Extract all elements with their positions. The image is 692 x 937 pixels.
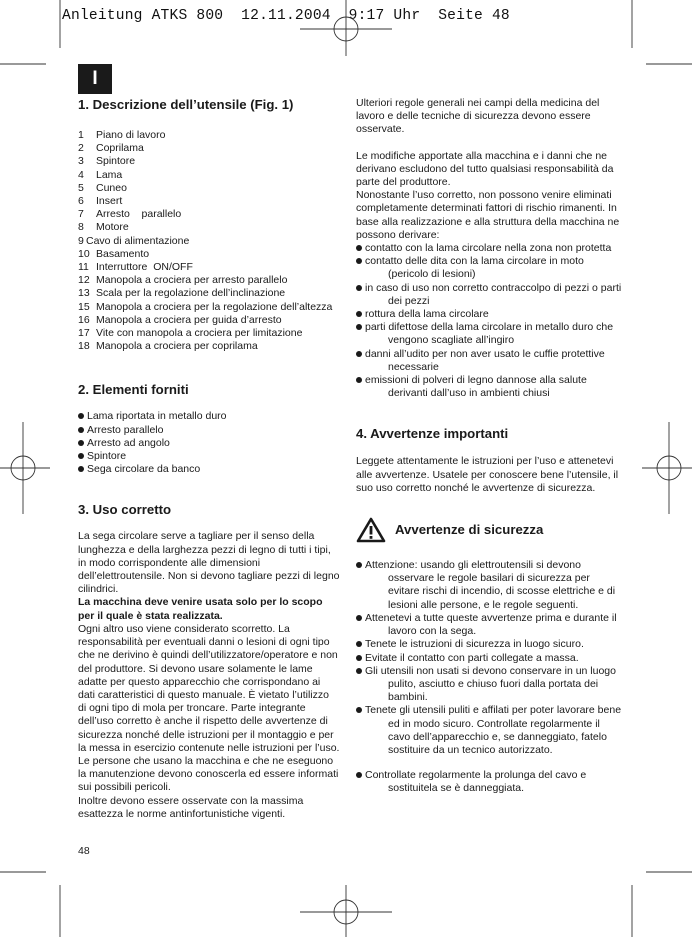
list-item: Lama riportata in metallo duro (78, 410, 340, 423)
list-item: 2 Coprilama (78, 142, 144, 155)
list-item: 10 Basamento (78, 247, 150, 260)
language-tab: I (78, 64, 112, 94)
running-header: Anleitung ATKS 800 12.11.2004 9:17 Uhr Seite 48 (62, 8, 510, 24)
paragraph: Le modifiche apportate alla macchina e i danni che ne derivano escludono del tutto qualsiasi responsabilità da parte del produttore. (356, 149, 614, 189)
list-item: parti difettose della lama circolare in metallo duro che vengono scagliate all’ingiro (356, 321, 622, 347)
section-1-title: 1. Descrizione dell’utensile (Fig. 1) (78, 97, 294, 112)
list-item: 8 Motore (78, 221, 129, 234)
registration-mark-top (300, 0, 392, 56)
list-item: 12 Manopola a crociera per arresto parallelo (78, 274, 288, 287)
registration-mark-right (642, 422, 692, 514)
list-item: Evitate il contatto con parti collegate a massa. (356, 652, 622, 665)
supplied-items-list (78, 410, 340, 476)
paragraph: Nonostante l’uso corretto, non possono venire eliminati completamente determinati fattori di rischio rimanenti. In base alla realizzazione e alla struttura della macchina ne possono derivare: (356, 189, 620, 241)
left-column (78, 97, 340, 821)
list-item: Spintore (78, 450, 340, 463)
list-item: 6 Insert (78, 195, 123, 208)
list-item: 17 Vite con manopola a crociera per limitazione (78, 327, 303, 340)
section-2-title: 2. Elementi forniti (78, 382, 189, 398)
safety-title: Avvertenze di sicurezza (395, 522, 544, 538)
list-item: 15 Manopola a crociera per la regolazione dell’altezza (78, 300, 333, 313)
list-item: rottura della lama circolare (356, 308, 622, 321)
list-item: Attenetevi a tutte queste avvertenze prima e durante il lavoro con la sega. (356, 612, 622, 638)
paragraph: Ulteriori regole generali nei campi della medicina del lavoro e delle tecniche di sicurezza devono essere osservate. (356, 97, 600, 136)
list-item: Tenete le istruzioni di sicurezza in luogo sicuro. (356, 638, 622, 651)
paragraph: Inoltre devono essere osservate con la massima esattezza le norme antinfortunistiche vigenti. (78, 794, 304, 820)
warning-triangle-icon (356, 517, 386, 543)
list-item: Tenete gli utensili puliti e affilati per poter lavorare bene ed in modo sicuro. Controllate regolarmente il cavo dell’apparecchio e, se danneggiato, fatelo sostituire da un tecnico autorizzato. (356, 704, 622, 757)
list-item: Arresto parallelo (78, 424, 340, 437)
parts-list (78, 129, 340, 353)
list-item: 4 Lama (78, 168, 123, 181)
page-number: 48 (78, 845, 90, 857)
list-item: Gli utensili non usati si devono conservare in un luogo pulito, asciutto e chiuso fuori dalla portata dei bambini. (356, 665, 622, 705)
risk-list (356, 242, 622, 400)
list-item: 18 Manopola a crociera per coprilama (78, 340, 258, 353)
safety-list-last (356, 769, 622, 795)
list-item: Attenzione: usando gli elettroutensili si devono osservare le regole basilari di sicurezza per evitare rischi di incendio, di scosse elettriche e di lesioni alle persone, e le regole seguenti. (356, 559, 622, 612)
paragraph: Ogni altro uso viene considerato scorretto. La responsabilità per eventuali danni o lesioni di ogni tipo che ne derivino è quindi dell’utilizzatore/operatore e non del produttore. Si devono usare solamente le lame adatte per questo apparecchio che corrispondano ai dati caratteristici di questo manuale. È vietato l’utilizzo di ogni tipo di mola per troncare. Parte integrante dell’uso corretto è anche il rispetto delle avvertenze di sicurezza nonché delle istruzioni per il montaggio e per la messa in esercizio contenute nelle istruzioni per l’uso. Le persone che usano la macchina e che ne eseguono la manutenzione devono conoscerla ed essere informati sui possibili pericoli. (78, 622, 340, 794)
list-item: contatto con la lama circolare nella zona non protetta (356, 242, 622, 255)
list-item: contatto delle dita con la lama circolare in moto (pericolo di lesioni) (356, 255, 622, 281)
list-item: 7 Arresto parallelo (78, 208, 182, 221)
registration-mark-bottom (300, 885, 392, 937)
paragraph: La sega circolare serve a tagliare per il senso della lunghezza e della larghezza pezzi di legno di tutti i tipi, in modo corrispondente alle dimensioni dell’elettroutensile. Non si devono tagliare pezzi di legno cilindrici. (78, 530, 340, 596)
list-item: in caso di uso non corretto contraccolpo di pezzi o parti dei pezzi (356, 282, 622, 308)
list-item: 11 Interruttore ON/OFF (78, 261, 193, 274)
list-item: 5 Cuneo (78, 181, 127, 194)
paragraph: Leggete attentamente le istruzioni per l’uso e attenetevi alle avvertenze. Usatele per conoscere bene l’utensile, il suo uso corretto nonché le avvertenze di sicurezza. (356, 455, 619, 494)
safety-list (356, 559, 622, 757)
list-item: 1 Piano di lavoro (78, 129, 166, 141)
list-item: Controllate regolarmente la prolunga del cavo e sostituitela se è danneggiata. (356, 769, 622, 795)
list-item: 16 Manopola a crociera per guida d’arresto (78, 313, 282, 326)
list-item: emissioni di polveri di legno dannose alla salute derivanti dall’uso in ambienti chiusi (356, 374, 622, 400)
section-4-title: 4. Avvertenze importanti (356, 426, 509, 442)
section-3-title: 3. Uso corretto (78, 502, 172, 518)
registration-mark-left (0, 422, 50, 514)
right-column (356, 97, 622, 796)
safety-heading (356, 517, 622, 543)
list-item: Arresto ad angolo (78, 437, 340, 450)
list-item: 13 Scala per la regolazione dell’inclinazione (78, 287, 286, 300)
list-item: danni all’udito per non aver usato le cuffie protettive necessarie (356, 348, 622, 374)
list-item: Sega circolare da banco (78, 463, 340, 476)
list-item: 9 Cavo di alimentazione (78, 234, 190, 247)
bold-paragraph: La macchina deve venire usata solo per lo scopo per il quale è stata realizzata. (78, 596, 323, 622)
list-item: 3 Spintore (78, 155, 136, 168)
